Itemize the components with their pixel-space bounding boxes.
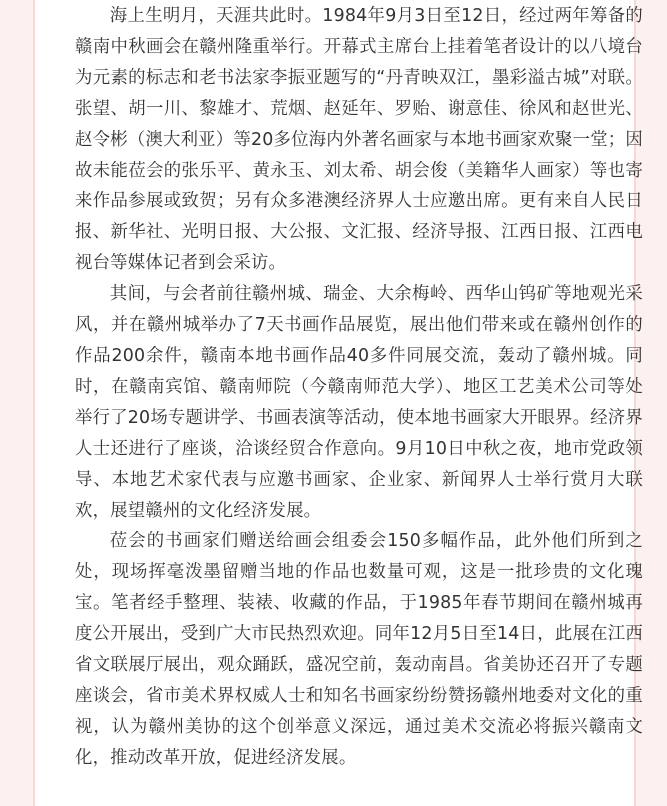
article-body bbox=[75, 0, 643, 774]
paragraph-2: 其间，与会者前往赣州城、瑞金、大余梅岭、西华山钨矿等地观光采风，并在赣州城举办了7天书画作品展览，展出他们带来或在赣州创作的作品200余件，赣南本地书画作品40多件同展交流，轰动了赣州城。同时，在赣南宾馆、赣南师院（今赣南师范大学）、地区工艺美术公司等处举行了20场专题讲学、书画表演等活动，使本地书画家大开眼界。经济界人士还进行了座谈，洽谈经贸合作意向。9月10日中秋之夜，地市党政领导、本地艺术家代表与应邀书画家、企业家、新闻界人士举行赏月大联欢，展望赣州的文化经济发展。 bbox=[75, 284, 643, 521]
paragraph-1: 海上生明月，天涯共此时。1984年9月3日至12日，经过两年筹备的赣南中秋画会在赣州隆重举行。开幕式主席台上挂着笔者设计的以八境台为元素的标志和老书法家李振亚题写的“丹青映双江，墨彩溢古城”对联。张望、胡一川、黎雄才、荒烟、赵延年、罗贻、谢意佳、徐风和赵世光、赵令彬（澳大利亚）等20多位海内外著名画家与本地书画家欢聚一堂；因故未能莅会的张乐平、黄永玉、刘太希、胡会俊（美籍华人画家）等也寄来作品参展或致贺；另有众多港澳经济界人士应邀出席。更有来自人民日报、新华社、光明日报、大公报、文汇报、经济导报、江西日报、江西电视台等媒体记者到会采访。 bbox=[75, 6, 643, 274]
article-page bbox=[33, 0, 643, 806]
paragraph-3: 莅会的书画家们赠送给画会组委会150多幅作品，此外他们所到之处，现场挥毫泼墨留赠当地的作品也数量可观，这是一批珍贵的文化瑰宝。笔者经手整理、装裱、收藏的作品，于1985年春节期间在赣州城再度公开展出，受到广大市民热烈欢迎。同年12月5日至14日，此展在江西省文联展厅展出，观众踊跃，盛况空前，轰动南昌。省美协还召开了专题座谈会，省市美术界权威人士和知名书画家纷纷赞扬赣州地委对文化的重视，认为赣州美协的这个创举意义深远，通过美术交流必将振兴赣南文化，推动改革开放，促进经济发展。 bbox=[75, 531, 643, 768]
